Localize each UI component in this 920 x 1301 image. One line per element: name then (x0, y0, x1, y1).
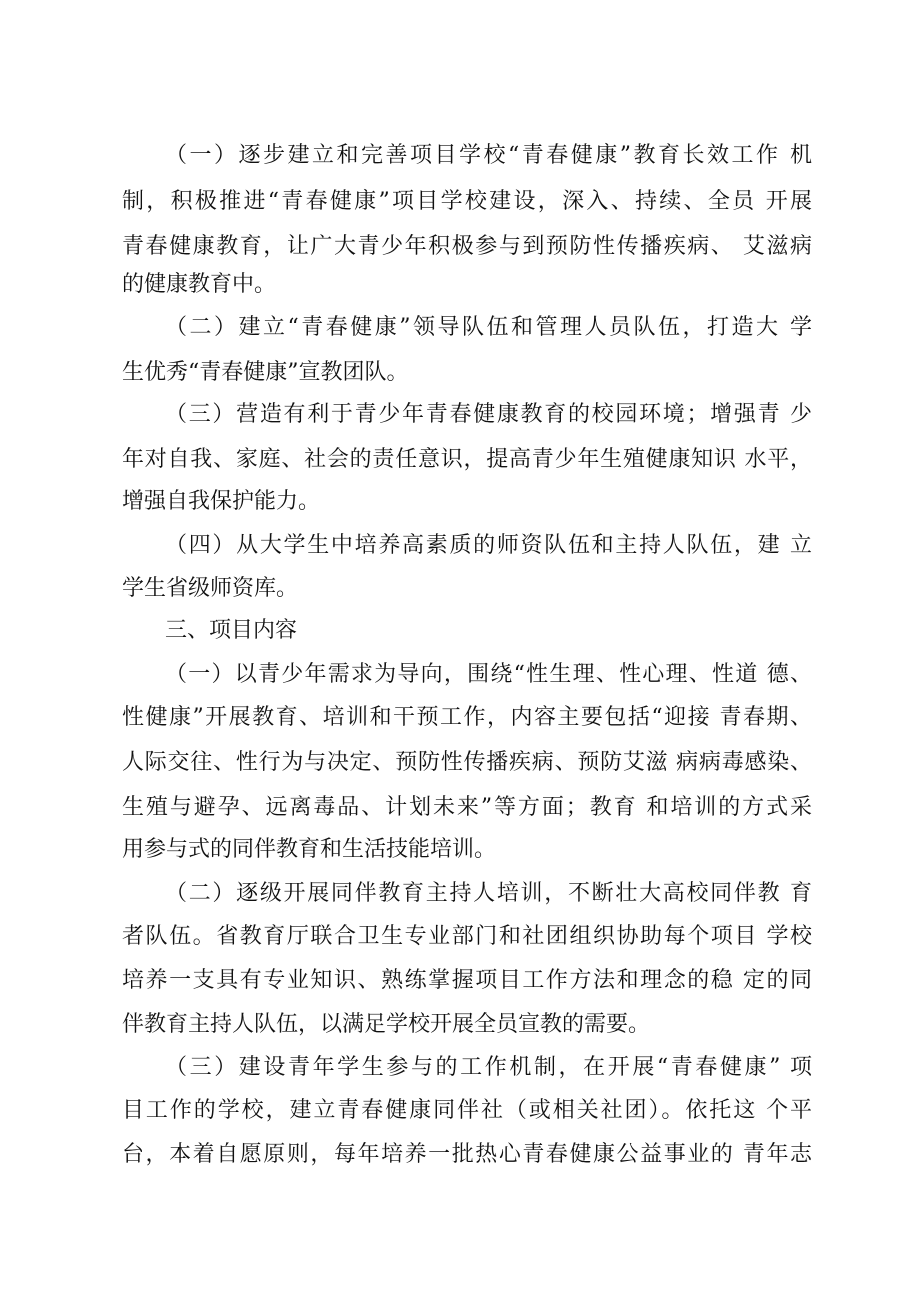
paragraph-line: （三）建设青年学生参与的工作机制，在开展“青春健康” 项 (165, 1055, 812, 1080)
paragraph-line: 伴教育主持人队伍，以满足学校开展全员宣教的需要。 (122, 1012, 651, 1037)
paragraph-line: 目工作的学校，建立青春健康同伴社（或相关社团）。依托这 个平 (122, 1098, 812, 1123)
paragraph-line: 增强自我保护能力。 (122, 489, 321, 514)
paragraph-line: （一）以青少年需求为导向，围绕“性生理、性心理、性道 德、 (165, 662, 812, 687)
paragraph-line: 生殖与避孕、远离毒品、计划未来”等方面；教育 和培训的方式采 (122, 795, 812, 820)
paragraph-line: 培养一支具有专业知识、熟练掌握项目工作方法和理念的稳 定的同 (122, 968, 812, 993)
paragraph-line: 台，本着自愿原则，每年培养一批热心青春健康公益事业的 青年志 (122, 1142, 812, 1167)
paragraph-line: 学生省级师资库。 (122, 576, 299, 601)
paragraph-line: 制，积极推进“青春健康”项目学校建设，深入、持续、全员 开展 (122, 189, 812, 214)
paragraph-line: （二）建立“青春健康”领导队伍和管理人员队伍，打造大 学 (165, 315, 812, 340)
paragraph-line: 的健康教育中。 (122, 272, 277, 297)
paragraph-line: 生优秀“青春健康”宣教团队。 (122, 360, 409, 385)
paragraph-line: 用参与式的同伴教育和生活技能培训。 (122, 837, 497, 862)
paragraph-line: 性健康”开展教育、培训和干预工作，内容主要包括“迎接 青春期、 (122, 705, 812, 730)
paragraph-line: 青春健康教育，让广大青少年积极参与到预防性传播疾病、 艾滋病 (122, 234, 812, 259)
section-heading: 三、项目内容 (165, 618, 298, 643)
paragraph-line: 者队伍。省教育厅联合卫生专业部门和社团组织协助每个项目 学校 (122, 924, 812, 949)
paragraph-line: 年对自我、家庭、社会的责任意识，提高青少年生殖健康知识 水平， (122, 447, 812, 472)
paragraph-line: （三）营造有利于青少年青春健康教育的校园环境；增强青 少 (165, 402, 812, 427)
paragraph-line: （四）从大学生中培养高素质的师资队伍和主持人队伍，建 立 (165, 533, 812, 558)
paragraph-line: 人际交往、性行为与决定、预防性传播疾病、预防艾滋 病病毒感染、 (122, 750, 812, 775)
paragraph-line: （一）逐步建立和完善项目学校“青春健康”教育长效工作 机 (165, 143, 812, 168)
paragraph-line: （二）逐级开展同伴教育主持人培训，不断壮大高校同伴教 育 (165, 881, 812, 906)
